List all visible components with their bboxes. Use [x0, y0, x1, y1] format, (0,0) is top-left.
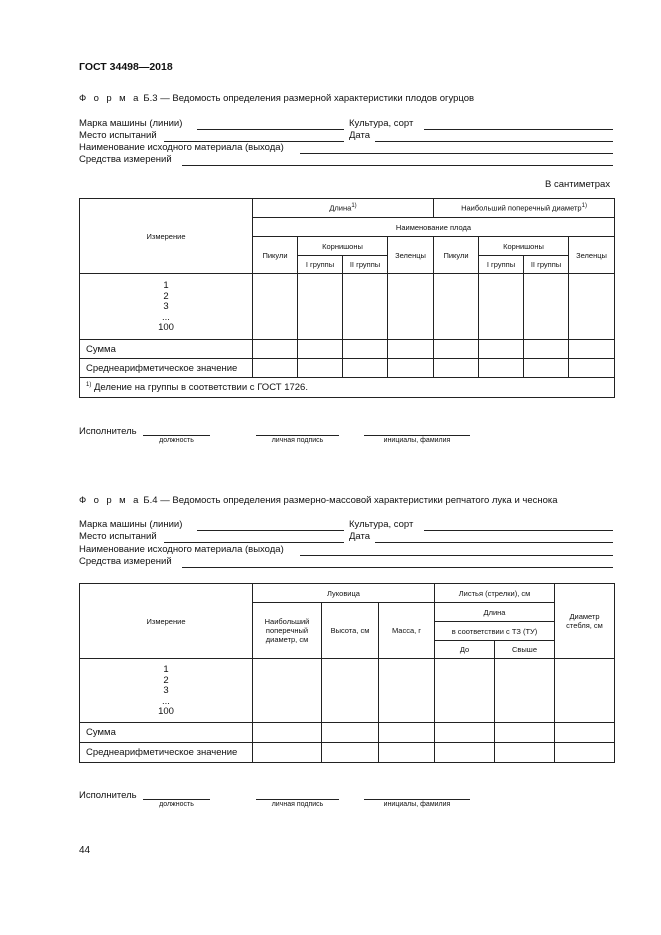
b4-bulb-header: Луковица [253, 584, 435, 603]
b4-row-num: 2 [163, 674, 169, 686]
form-b3-culture-line[interactable] [424, 129, 613, 130]
b3-data-cell[interactable] [343, 274, 388, 340]
b4-sum-label: Сумма [80, 723, 253, 743]
b3-footnote-text: Деление на группы в соответствии с ГОСТ 1726. [93, 382, 308, 394]
b4-data-cell[interactable] [322, 659, 379, 723]
b3-footnote [80, 378, 615, 398]
form-b4-place-label: Место испытаний [79, 531, 157, 542]
form-b3-material-label: Наименование исходного материала (выхода) [79, 142, 284, 153]
b3-data-cell[interactable] [479, 274, 524, 340]
form-b4-culture-label: Культура, сорт [349, 519, 414, 530]
document-header: ГОСТ 34498—2018 [79, 61, 173, 73]
b3-mean-cell[interactable] [569, 359, 615, 378]
b3-executor-label: Исполнитель [79, 426, 137, 437]
b3-sum-cell[interactable] [434, 340, 479, 359]
b4-data-cell[interactable] [435, 659, 495, 723]
form-b4-material-line[interactable] [300, 555, 613, 556]
b3-sum-cell[interactable] [253, 340, 298, 359]
b3-greens-header: Зеленцы [388, 237, 434, 274]
form-b4-table [79, 583, 615, 763]
b3-sum-label: Сумма [80, 340, 253, 359]
b3-initials-caption: инициалы, фамилия [383, 437, 451, 444]
form-b3-number: Б.3 [143, 93, 158, 104]
b3-mean-cell[interactable] [479, 359, 524, 378]
b3-gherkins-header: Корнишоны [298, 237, 388, 256]
b3-mean-cell[interactable] [434, 359, 479, 378]
b4-row-num: 1 [163, 664, 169, 676]
form-b3-units: В сантиметрах [545, 179, 611, 190]
b3-diameter-label: Наибольший поперечный диаметр [461, 203, 582, 213]
b4-initials-line[interactable] [364, 799, 470, 800]
b4-data-cell[interactable] [253, 659, 322, 723]
b4-sum-cell[interactable] [435, 723, 495, 743]
form-b3-date-label: Дата [349, 130, 371, 141]
b4-row-num: 3 [163, 685, 169, 697]
b4-max-diameter-header: Наибольший поперечный диаметр, см [253, 603, 322, 659]
form-b4-title-text: — Ведомость определения размерно-массовой характеристики репчатого лука и чеснока [160, 495, 558, 506]
b4-row-num: ... [162, 695, 170, 707]
b3-mean-cell[interactable] [298, 359, 343, 378]
form-b3-date-line[interactable] [375, 141, 613, 142]
b4-mean-cell[interactable] [555, 743, 615, 763]
b3-sum-cell[interactable] [569, 340, 615, 359]
form-b3-machine-line[interactable] [197, 129, 344, 130]
b3-data-cell[interactable] [253, 274, 298, 340]
b3-group1-header-2: I группы [479, 256, 524, 274]
b4-up-to-header: До [435, 641, 495, 659]
b3-mean-cell[interactable] [388, 359, 434, 378]
b4-data-cell[interactable] [379, 659, 435, 723]
b3-greens-header-2: Зеленцы [569, 237, 615, 274]
b3-fruit-name-header: Наименование плода [253, 218, 615, 237]
b4-position-caption: должность [159, 801, 194, 808]
b3-pickles-header: Пикули [253, 237, 298, 274]
form-b4-date-line[interactable] [375, 542, 613, 543]
b4-mean-label: Среднеарифметическое значение [80, 743, 253, 763]
b4-per-tz-header: в соответствии с ТЗ (ТУ) [435, 622, 555, 641]
page-number: 44 [79, 845, 91, 856]
b3-mean-cell[interactable] [343, 359, 388, 378]
b4-sum-cell[interactable] [555, 723, 615, 743]
form-b4-date-label: Дата [349, 531, 371, 542]
b4-signature-line[interactable] [256, 799, 339, 800]
b3-position-line[interactable] [143, 435, 210, 436]
form-b3-title-text: — Ведомость определения размерной характеристики плодов огурцов [160, 93, 475, 104]
b3-length-header [253, 199, 434, 218]
b4-signature-caption: личная подпись [271, 801, 324, 808]
b3-row-num: 2 [163, 290, 169, 302]
b4-row-numbers [80, 659, 253, 723]
b3-mean-cell[interactable] [524, 359, 569, 378]
b3-footnote-sup: 1) [86, 381, 92, 388]
b4-mass-header: Масса, г [379, 603, 435, 659]
b3-mean-cell[interactable] [253, 359, 298, 378]
b3-row-num: 1 [163, 280, 169, 292]
form-b3-instruments-line[interactable] [182, 165, 613, 166]
form-b3-place-label: Место испытаний [79, 130, 157, 141]
b3-position-caption: должность [159, 437, 194, 444]
form-b4-material-label: Наименование исходного материала (выхода) [79, 544, 284, 555]
b3-data-cell[interactable] [298, 274, 343, 340]
b4-length-header: Длина [435, 603, 555, 622]
b4-above-header: Свыше [495, 641, 555, 659]
form-b4-machine-label: Марка машины (линии) [79, 519, 183, 530]
b3-pickles-header-2: Пикули [434, 237, 479, 274]
b3-group1-header: I группы [298, 256, 343, 274]
form-b4-culture-line[interactable] [424, 530, 613, 531]
b4-measurement-header: Измерение [80, 584, 253, 659]
b3-row-numbers [80, 274, 253, 340]
b4-executor-label: Исполнитель [79, 790, 137, 801]
b3-sum-cell[interactable] [524, 340, 569, 359]
b3-group2-header: II группы [343, 256, 388, 274]
form-b4-title [79, 495, 558, 506]
form-b4-place-line[interactable] [164, 542, 344, 543]
b4-sum-cell[interactable] [495, 723, 555, 743]
b3-data-cell[interactable] [434, 274, 479, 340]
b4-position-line[interactable] [143, 799, 210, 800]
b4-sum-cell[interactable] [379, 723, 435, 743]
b4-row-num: 100 [158, 706, 174, 718]
b3-sum-cell[interactable] [343, 340, 388, 359]
form-b3-word: Ф о р м а [79, 93, 141, 104]
b4-mean-cell[interactable] [435, 743, 495, 763]
b3-row-num: 3 [163, 301, 169, 313]
b4-mean-cell[interactable] [322, 743, 379, 763]
form-b4-number: Б.4 [143, 495, 158, 506]
b3-sum-cell[interactable] [388, 340, 434, 359]
b4-data-cell[interactable] [555, 659, 615, 723]
b4-initials-caption: инициалы, фамилия [383, 801, 451, 808]
b3-data-cell[interactable] [524, 274, 569, 340]
b3-diameter-sup: 1) [581, 203, 587, 210]
b4-mean-cell[interactable] [379, 743, 435, 763]
form-b4-machine-line[interactable] [197, 530, 344, 531]
form-b4-word: Ф о р м а [79, 495, 141, 506]
b3-signature-caption: личная подпись [271, 437, 324, 444]
b3-data-cell[interactable] [388, 274, 434, 340]
form-b4-instruments-line[interactable] [182, 567, 613, 568]
b4-sum-cell[interactable] [253, 723, 322, 743]
b3-row-num: ... [162, 311, 170, 323]
b3-initials-line[interactable] [364, 435, 470, 436]
b4-mean-cell[interactable] [253, 743, 322, 763]
b3-length-label: Длина [329, 203, 352, 213]
b4-sum-cell[interactable] [322, 723, 379, 743]
b4-height-header: Высота, см [322, 603, 379, 659]
b3-mean-label: Среднеарифметическое значение [80, 359, 253, 378]
b3-measurement-header: Измерение [80, 199, 253, 274]
form-b3-instruments-label: Средства измерений [79, 154, 172, 165]
b4-stem-diameter-header: Диаметр стебля, см [555, 584, 615, 659]
b3-length-sup: 1) [351, 203, 357, 210]
b3-sum-cell[interactable] [479, 340, 524, 359]
b3-row-num: 100 [158, 322, 174, 334]
form-b4-instruments-label: Средства измерений [79, 556, 172, 567]
b4-mean-cell[interactable] [495, 743, 555, 763]
b3-gherkins-header-2: Корнишоны [479, 237, 569, 256]
b3-sum-cell[interactable] [298, 340, 343, 359]
b3-signature-line[interactable] [256, 435, 339, 436]
form-b3-table [79, 198, 615, 398]
b3-diameter-header [434, 199, 615, 218]
b4-data-cell[interactable] [495, 659, 555, 723]
form-b3-machine-label: Марка машины (линии) [79, 118, 183, 129]
form-b3-culture-label: Культура, сорт [349, 118, 414, 129]
b3-group2-header-2: II группы [524, 256, 569, 274]
b3-data-cell[interactable] [569, 274, 615, 340]
form-b3-material-line[interactable] [300, 153, 613, 154]
b4-leaves-header: Листья (стрелки), см [435, 584, 555, 603]
form-b3-title [79, 93, 474, 104]
